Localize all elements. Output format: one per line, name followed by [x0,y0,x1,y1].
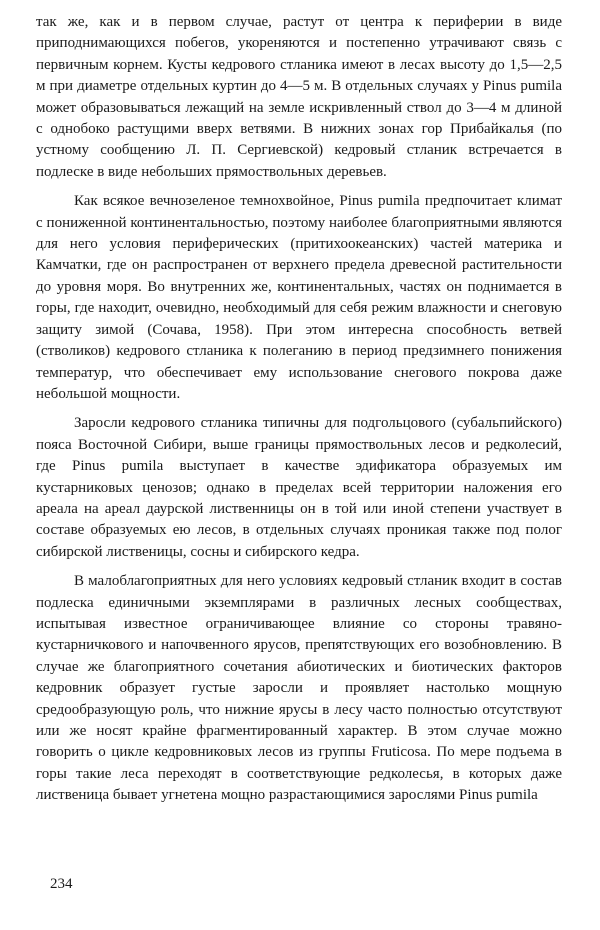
paragraph-continuation: так же, как и в первом случае, растут от центра к периферии в виде приподнимающихся побегов, укореняются и постепенно утрачивают связь с первичным корнем. Кусты кедрового стланика имеют в лесах высоту до 1,5—2,5 м при диаметре отдельных куртин до 4—5 м. В отдельных случаях у Pinus pumila может образовываться лежащий на земле искривленный ствол до 3—4 м длиной с однобоко растущими вверх ветвями. В нижних зонах гор Прибайкалья (по устному сообщению Л. П. Сергиевской) кедровый стланик встречается в подлеске в виде небольших прямоствольных деревьев. [36,14,562,180]
page-number: 234 [50,876,73,892]
page-body [36,12,562,807]
paragraph-climate: Как всякое вечнозеленое темнохвойное, Pinus pumila предпочитает климат с пониженной континентальностью, поэтому наиболее благоприятными являются для него условия периферических (притихоокеанских) частей материка и Камчатки, где он распространен от верхнего предела древесной растительности до уровня моря. Во внутренних же, континентальных, частях он поднимается в горы, где находит, очевидно, необходимый для себя режим влажности и снеговую защиту зимой (Сочава, 1958). При этом интересна способность ветвей (стволиков) кедрового стланика к полеганию в период предзимнего понижения температур, что обеспечивает ему использование снегового покрова даже небольшой мощности. [36,193,562,402]
paragraph-thickets: Заросли кедрового стланика типичны для подгольцового (субальпийского) пояса Восточной Сибири, выше границы прямоствольных лесов и редколесий, где Pinus pumila выступает в качестве эдификатора образуемых им кустарниковых ценозов; однако в пределах всей территории наложения его ареала на ареал даурской лиственницы он в той или иной степени участвует в составе образуемых ею лесов, в отдельных случаях проникая также под полог сибирской лиственицы, сосны и сибирского кедра. [36,415,562,560]
paragraph-undergrowth: В малоблагоприятных для него условиях кедровый стланик входит в состав подлеска единичными экземплярами в различных лесных сообществах, испытывая известное ограничивающее влияние со стороны травяно-кустарничкового и напочвенного ярусов, препятствующих его возобновлению. В случае же благоприятного сочетания абиотических и биотических факторов кедровник образует густые заросли и проявляет настолько мощную средообразующую роль, что нижние ярусы в лесу часто полностью отсутствуют или же носят крайне фрагментированный характер. В этом случае можно говорить о цикле кедровниковых лесов из группы Fruticosa. По мере подъема в горы такие леса переходят в соответствующие редколесья, в которых даже лиственица бывает угнетена мощно разрастающимися зарослями Pinus pumila [36,573,562,804]
